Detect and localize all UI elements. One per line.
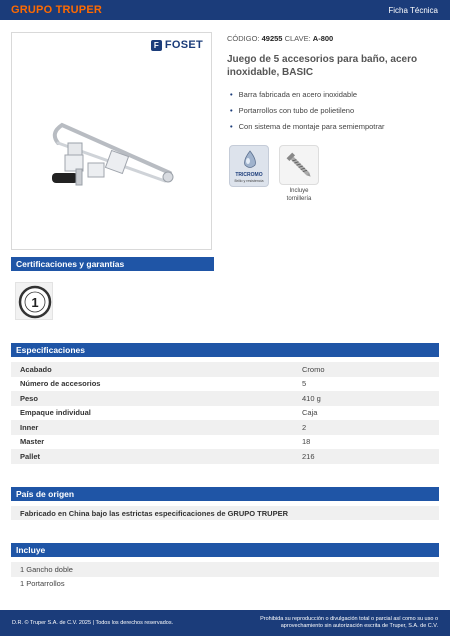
screws-badge <box>279 145 319 185</box>
feature-item: • Portarrollos con tubo de polietileno <box>230 106 385 115</box>
feature-item: • Con sistema de montaje para semiempotrar <box>230 122 385 131</box>
certifications-heading: Certificaciones y garantías <box>11 257 214 271</box>
tricromo-subtitle: Brillo y resistencia <box>234 179 264 183</box>
table-row: Inner 2 <box>11 420 439 435</box>
origin-text: Fabricado en China bajo las estrictas especificaciones de GRUPO TRUPER <box>11 506 439 520</box>
header-bar <box>0 0 450 20</box>
product-title: Juego de 5 accesorios para baño, acero inoxidable, BASIC <box>227 54 418 78</box>
specs-table <box>11 362 439 464</box>
table-row: Pallet 216 <box>11 449 439 464</box>
warranty-years: 1 <box>31 295 39 310</box>
warranty-seal-icon <box>16 283 54 321</box>
foset-mark-icon: F <box>151 40 162 51</box>
code-label: CÓDIGO: <box>227 34 260 43</box>
product-image-box <box>11 32 212 250</box>
clave-label: CLAVE: <box>284 34 311 43</box>
origin-heading: País de origen <box>11 487 439 501</box>
includes-list <box>11 562 439 591</box>
screws-caption-line: Incluye <box>289 188 309 194</box>
document-type: Ficha Técnica <box>388 5 438 15</box>
specs-heading: Especificaciones <box>11 343 439 357</box>
product-photo <box>40 103 190 213</box>
product-code-line <box>227 34 333 43</box>
table-row: Empaque individual Caja <box>20 408 318 418</box>
footer-legal-line: aprovechamiento sin autorización escrita de Truper, S.A. de C.V. <box>280 623 438 629</box>
product-clave: A-800 <box>312 34 334 43</box>
warranty-badge <box>15 282 53 320</box>
brand-logo: GRUPO TRUPER <box>11 4 103 16</box>
feature-item: • Barra fabricada en acero inoxidable <box>230 90 385 99</box>
footer-legal <box>238 616 438 630</box>
table-row: Acabado Cromo <box>11 362 439 377</box>
foset-logo-text: FOSET <box>164 39 203 51</box>
table-row: Peso 410 g <box>11 391 439 406</box>
foset-logo <box>151 39 203 51</box>
includes-heading: Incluye <box>11 543 439 557</box>
screws-caption <box>270 187 328 203</box>
tricromo-drop-icon <box>239 149 261 171</box>
footer-legal-line: Prohibida su reproducción o divulgación total o parcial así como su uso o <box>260 616 438 622</box>
list-item: 1 Portarrollos <box>20 579 65 589</box>
feature-list <box>230 90 385 138</box>
footer <box>0 610 450 636</box>
table-row: Master 18 <box>20 437 311 447</box>
product-code: 49255 <box>261 34 283 43</box>
table-row: Número de accesorios 5 <box>20 379 307 389</box>
tricromo-title: TRICROMO <box>235 172 263 178</box>
screws-caption-line: tornillería <box>286 196 312 202</box>
screw-icon <box>280 146 320 186</box>
list-item: 1 Gancho doble <box>11 562 439 577</box>
tricromo-badge <box>229 145 269 187</box>
footer-copyright: D.R. © Truper S.A. de C.V. 2025 | Todos los derechos reservados. <box>12 620 174 626</box>
